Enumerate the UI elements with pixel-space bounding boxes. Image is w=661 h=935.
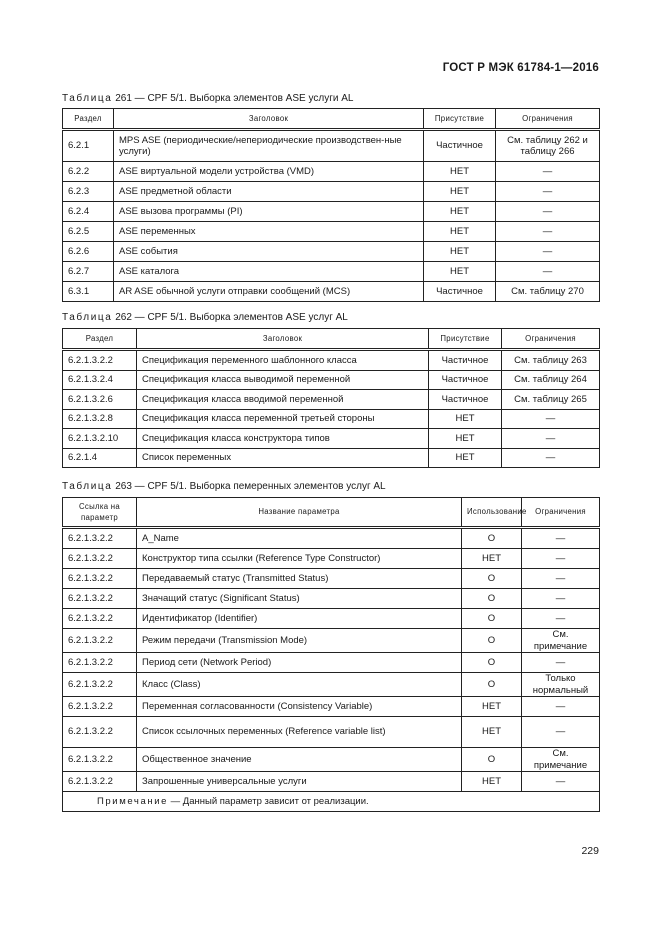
column-header: Ссылка на параметр <box>63 498 137 527</box>
table-cell: Переменная согласованности (Consistency Variable) <box>137 697 462 717</box>
table-row <box>63 609 600 629</box>
column-header: Ограничения <box>496 109 600 129</box>
table-cell: 6.2.1.3.2.6 <box>63 390 137 410</box>
table-cell: O <box>462 589 522 609</box>
table-row <box>63 697 600 717</box>
table-cell: — <box>496 262 600 282</box>
column-header: Использование <box>462 498 522 527</box>
table-cell: O <box>462 653 522 673</box>
table-cell: 6.2.5 <box>63 222 114 242</box>
table-cell: AR ASE обычной услуги отправки сообщений (MCS) <box>114 282 424 302</box>
table-cell: 6.2.1.3.2.2 <box>63 609 137 629</box>
table-cell: — <box>522 529 600 549</box>
table-262-caption: Таблица 262 — CPF 5/1. Выборка элементов ASE услуг AL <box>62 312 348 323</box>
table-row <box>63 629 600 653</box>
table-cell: Период сети (Network Period) <box>137 653 462 673</box>
table-cell: 6.2.1.3.2.2 <box>63 717 137 748</box>
table-cell: См. таблицу 264 <box>502 370 600 390</box>
table-cell: 6.2.1.3.2.2 <box>63 697 137 717</box>
column-header: Раздел <box>63 109 114 129</box>
table-cell: — <box>522 772 600 792</box>
table-cell: — <box>522 589 600 609</box>
table-cell: Режим передачи (Transmission Mode) <box>137 629 462 653</box>
table-cell: Частичное <box>424 282 496 302</box>
table-row <box>63 202 600 222</box>
table-row <box>63 589 600 609</box>
table-row <box>63 448 600 468</box>
table-cell: НЕТ <box>424 262 496 282</box>
table-cell: — <box>522 609 600 629</box>
table-cell: Конструктор типа ссылки (Reference Type Constructor) <box>137 549 462 569</box>
table-cell: НЕТ <box>462 549 522 569</box>
table-row <box>63 162 600 182</box>
table-cell: НЕТ <box>424 222 496 242</box>
table-cell: Список ссылочных переменных (Reference variable list) <box>137 717 462 748</box>
table-cell: MPS ASE (периодические/непериодические производствен-ные услуги) <box>114 131 424 162</box>
table-row <box>63 409 600 429</box>
table-row <box>63 370 600 390</box>
table-cell: См. таблицу 262 и таблицу 266 <box>496 131 600 162</box>
table-row <box>63 772 600 792</box>
table-cell: ASE виртуальной модели устройства (VMD) <box>114 162 424 182</box>
table-cell: Идентификатор (Identifier) <box>137 609 462 629</box>
table-cell: 6.2.1.3.2.10 <box>63 429 137 449</box>
table-cell: Частичное <box>429 390 502 410</box>
table-row <box>63 717 600 748</box>
table-note: Примечание — Данный параметр зависит от реализации. <box>63 792 600 812</box>
column-header: Заголовок <box>114 109 424 129</box>
page-number: 229 <box>581 845 599 857</box>
table-cell: НЕТ <box>424 242 496 262</box>
table-cell: НЕТ <box>462 717 522 748</box>
table-cell: См. примечание <box>522 748 600 772</box>
table-cell: Частичное <box>429 351 502 371</box>
table-cell: — <box>502 448 600 468</box>
table-cell: 6.2.1.3.2.2 <box>63 589 137 609</box>
table-cell: — <box>496 162 600 182</box>
table-cell: 6.2.1.3.2.2 <box>63 351 137 371</box>
column-header: Заголовок <box>137 329 429 349</box>
column-header: Присутствие <box>424 109 496 129</box>
table-cell: 6.2.1.3.2.2 <box>63 673 137 697</box>
table-cell: ASE события <box>114 242 424 262</box>
table-262 <box>62 328 600 468</box>
table-cell: НЕТ <box>429 429 502 449</box>
table-row <box>63 242 600 262</box>
table-cell: 6.2.1.3.2.2 <box>63 549 137 569</box>
table-261 <box>62 108 600 302</box>
table-cell: Спецификация переменного шаблонного класса <box>137 351 429 371</box>
table-row <box>63 549 600 569</box>
table-row <box>63 262 600 282</box>
table-cell: Класс (Class) <box>137 673 462 697</box>
table-cell: См. примечание <box>522 629 600 653</box>
table-cell: 6.2.1.3.2.2 <box>63 529 137 549</box>
table-cell: — <box>496 242 600 262</box>
table-cell: O <box>462 748 522 772</box>
standard-designation: ГОСТ Р МЭК 61784-1—2016 <box>442 62 599 74</box>
table-cell: Только нормальный <box>522 673 600 697</box>
table-cell: Спецификация класса переменной третьей стороны <box>137 409 429 429</box>
table-cell: НЕТ <box>462 697 522 717</box>
table-cell: 6.2.1 <box>63 131 114 162</box>
table-cell: 6.2.1.3.2.2 <box>63 748 137 772</box>
table-cell: — <box>502 409 600 429</box>
table-cell: См. таблицу 265 <box>502 390 600 410</box>
table-cell: 6.2.2 <box>63 162 114 182</box>
table-row <box>63 673 600 697</box>
table-cell: НЕТ <box>462 772 522 792</box>
table-cell: ASE переменных <box>114 222 424 242</box>
table-cell: Частичное <box>424 131 496 162</box>
table-cell: 6.2.7 <box>63 262 114 282</box>
column-header: Раздел <box>63 329 137 349</box>
table-cell: 6.2.6 <box>63 242 114 262</box>
table-cell: O <box>462 629 522 653</box>
table-cell: Значащий статус (Significant Status) <box>137 589 462 609</box>
table-cell: ASE предметной области <box>114 182 424 202</box>
table-row <box>63 131 600 162</box>
table-cell: — <box>522 697 600 717</box>
table-row <box>63 182 600 202</box>
table-row <box>63 390 600 410</box>
table-cell: Спецификация класса вводимой переменной <box>137 390 429 410</box>
table-cell: 6.2.1.3.2.2 <box>63 629 137 653</box>
table-cell: 6.2.1.3.2.2 <box>63 569 137 589</box>
table-cell: 6.2.1.3.2.2 <box>63 653 137 673</box>
table-cell: — <box>496 202 600 222</box>
column-header: Ограничения <box>502 329 600 349</box>
table-cell: — <box>496 182 600 202</box>
column-header: Ограничения <box>522 498 600 527</box>
table-cell: 6.2.1.4 <box>63 448 137 468</box>
table-cell: 6.2.1.3.2.2 <box>63 772 137 792</box>
table-cell: O <box>462 529 522 549</box>
table-cell: См. таблицу 263 <box>502 351 600 371</box>
table-cell: НЕТ <box>429 448 502 468</box>
table-cell: 6.3.1 <box>63 282 114 302</box>
table-row <box>63 653 600 673</box>
table-cell: O <box>462 609 522 629</box>
table-cell: ASE вызова программы (PI) <box>114 202 424 222</box>
table-cell: Список переменных <box>137 448 429 468</box>
table-cell: Спецификация класса конструктора типов <box>137 429 429 449</box>
column-header: Присутствие <box>429 329 502 349</box>
table-cell: O <box>462 673 522 697</box>
table-cell: Общественное значение <box>137 748 462 772</box>
table-cell: 6.2.1.3.2.4 <box>63 370 137 390</box>
table-row <box>63 748 600 772</box>
table-cell: Запрошенные универсальные услуги <box>137 772 462 792</box>
table-cell: Спецификация класса выводимой переменной <box>137 370 429 390</box>
table-row <box>63 529 600 549</box>
table-cell: НЕТ <box>429 409 502 429</box>
table-cell: НЕТ <box>424 182 496 202</box>
table-cell: Передаваемый статус (Transmitted Status) <box>137 569 462 589</box>
table-row <box>63 569 600 589</box>
table-cell: A_Name <box>137 529 462 549</box>
table-cell: — <box>522 717 600 748</box>
table-cell: — <box>522 569 600 589</box>
table-cell: — <box>522 653 600 673</box>
table-cell: — <box>522 549 600 569</box>
table-cell: ASE каталога <box>114 262 424 282</box>
table-cell: 6.2.3 <box>63 182 114 202</box>
table-row <box>63 351 600 371</box>
table-cell: НЕТ <box>424 162 496 182</box>
table-261-caption: Таблица 261 — CPF 5/1. Выборка элементов ASE услуги AL <box>62 93 354 104</box>
table-cell: — <box>496 222 600 242</box>
column-header: Название параметра <box>137 498 462 527</box>
table-row <box>63 429 600 449</box>
table-cell: O <box>462 569 522 589</box>
table-cell: — <box>502 429 600 449</box>
table-cell: Частичное <box>429 370 502 390</box>
table-cell: НЕТ <box>424 202 496 222</box>
table-row <box>63 222 600 242</box>
table-263-caption: Таблица 263 — CPF 5/1. Выборка пемеренных элементов услуг AL <box>62 481 386 492</box>
table-cell: 6.2.1.3.2.8 <box>63 409 137 429</box>
table-263 <box>62 497 600 812</box>
table-cell: См. таблицу 270 <box>496 282 600 302</box>
table-cell: 6.2.4 <box>63 202 114 222</box>
table-row <box>63 282 600 302</box>
